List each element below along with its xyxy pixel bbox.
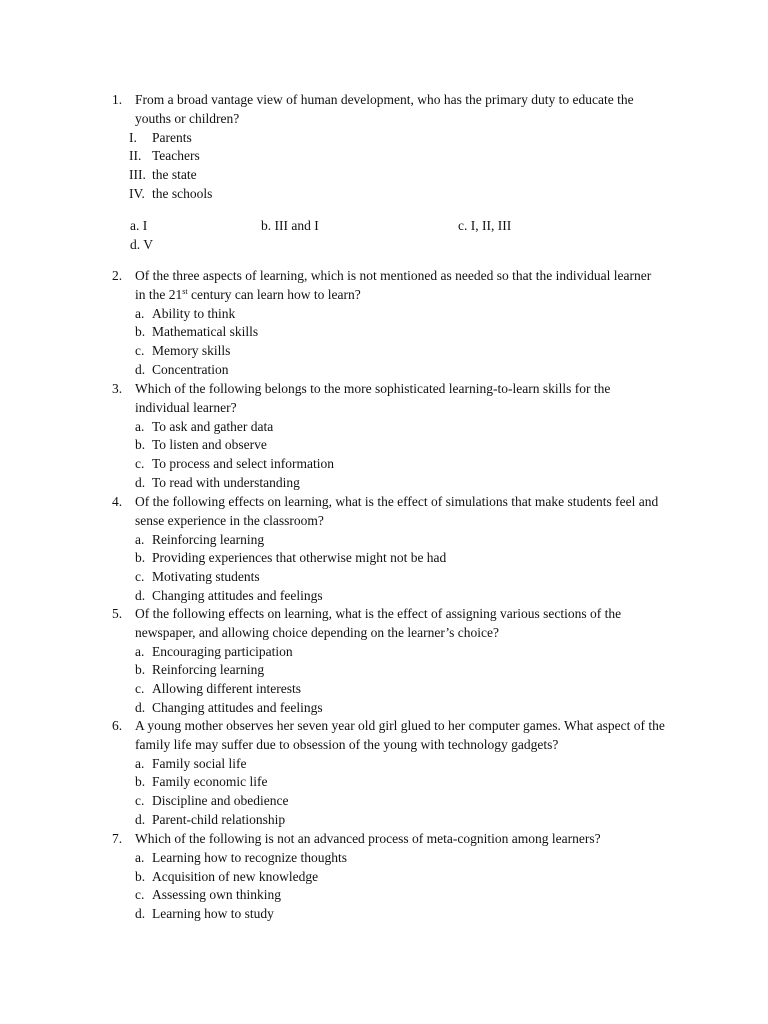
answer-option: [112, 868, 712, 887]
question-5: [112, 605, 712, 718]
option-text: Reinforcing learning: [152, 531, 265, 547]
answer-option: [112, 587, 712, 606]
question-number: 3.: [112, 381, 123, 396]
answer-option: [112, 323, 712, 342]
answer-option: [112, 361, 712, 380]
answer-option: [112, 886, 712, 905]
option-text: Ability to think: [152, 305, 236, 321]
option-text: Allowing different interests: [152, 681, 301, 697]
roman-numeral: IV.: [129, 185, 145, 201]
answer-option: [112, 792, 712, 811]
question-text: Of the following effects on learning, what is the effect of assigning various sections of the: [135, 606, 622, 621]
answer-option: [112, 531, 712, 550]
option-text: To read with understanding: [152, 474, 300, 490]
option-letter: c.: [135, 793, 145, 809]
option-text: Acquisition of new knowledge: [152, 868, 319, 884]
answer-choice-d: d. V: [130, 236, 154, 252]
question-text: [135, 286, 361, 305]
option-letter: d.: [135, 474, 146, 490]
option-text: To process and select information: [152, 456, 334, 472]
option-text: Changing attitudes and feelings: [152, 699, 323, 715]
question-text: From a broad vantage view of human development, who has the primary duty to educate the: [135, 92, 634, 107]
option-text: Motivating students: [152, 569, 260, 585]
answer-choice-b: b. III and I: [261, 218, 319, 233]
question-number: 7.: [112, 831, 123, 846]
question-3: [112, 380, 712, 493]
question-text: Of the three aspects of learning, which is not mentioned as needed so that the individual learner: [135, 268, 652, 283]
answer-option: [112, 474, 712, 493]
option-letter: b.: [135, 324, 146, 340]
option-letter: d.: [135, 587, 146, 603]
option-text: To listen and observe: [152, 437, 267, 453]
question-6: [112, 717, 712, 830]
roman-item: [112, 129, 712, 148]
answer-option: [112, 680, 712, 699]
question-text: Which of the following belongs to the more sophisticated learning-to-learn skills for the: [135, 381, 611, 396]
option-text: Reinforcing learning: [152, 662, 265, 678]
question-number: 1.: [112, 92, 123, 107]
option-text: Family social life: [152, 755, 247, 771]
option-letter: d.: [135, 906, 146, 922]
roman-item-text: Teachers: [152, 148, 200, 164]
answer-choice-a: a. I: [130, 218, 148, 233]
question-text: sense experience in the classroom?: [135, 512, 324, 528]
option-letter: b.: [135, 868, 146, 884]
roman-numeral: III.: [129, 167, 146, 183]
option-text: Memory skills: [152, 343, 231, 359]
answer-option: [112, 568, 712, 587]
answer-choice-c: c. I, II, III: [458, 218, 512, 233]
roman-item-text: the schools: [152, 185, 213, 201]
option-text: Learning how to recognize thoughts: [152, 849, 347, 865]
option-letter: a.: [135, 643, 145, 659]
question-2: [112, 267, 712, 380]
roman-item: [112, 185, 712, 204]
option-letter: d.: [135, 811, 146, 827]
question-number: 4.: [112, 494, 123, 509]
option-letter: a.: [135, 755, 145, 771]
question-number: 5.: [112, 606, 123, 621]
answer-option: [112, 342, 712, 361]
question-text: youths or children?: [135, 110, 240, 126]
option-letter: b.: [135, 437, 146, 453]
answer-option: [112, 905, 712, 924]
answer-option: [112, 811, 712, 830]
question-text: family life may suffer due to obsession of the young with technology gadgets?: [135, 736, 559, 752]
question-1: [112, 91, 712, 204]
question-text-part: in the 21: [135, 286, 183, 302]
question-text-part: century can learn how to learn?: [187, 286, 361, 302]
option-letter: b.: [135, 662, 146, 678]
roman-item: [112, 166, 712, 185]
question-number: 2.: [112, 268, 123, 283]
option-text: Discipline and obedience: [152, 793, 289, 809]
option-letter: c.: [135, 681, 145, 697]
option-letter: a.: [135, 305, 145, 321]
answer-option: [112, 849, 712, 868]
option-text: Family economic life: [152, 774, 268, 790]
question-number: 6.: [112, 718, 123, 733]
answer-option: [112, 436, 712, 455]
roman-numeral: II.: [129, 148, 142, 164]
option-text: Learning how to study: [152, 906, 274, 922]
answer-option: [112, 549, 712, 568]
answer-option: [112, 305, 712, 324]
option-letter: a.: [135, 418, 145, 434]
option-letter: a.: [135, 531, 145, 547]
superscript: st: [182, 286, 188, 296]
option-text: Concentration: [152, 361, 229, 377]
question-4: [112, 493, 712, 606]
option-text: To ask and gather data: [152, 418, 274, 434]
option-letter: d.: [135, 699, 146, 715]
option-letter: c.: [135, 887, 145, 903]
option-text: Parent-child relationship: [152, 811, 286, 827]
option-letter: c.: [135, 569, 145, 585]
answer-option: [112, 643, 712, 662]
option-text: Mathematical skills: [152, 324, 259, 340]
option-text: Providing experiences that otherwise might not be had: [152, 550, 447, 566]
option-text: Encouraging participation: [152, 643, 293, 659]
answer-option: [112, 455, 712, 474]
question-text: A young mother observes her seven year old girl glued to her computer games. What aspect of the: [135, 718, 665, 733]
roman-numeral: I.: [129, 129, 137, 145]
question-text: Of the following effects on learning, what is the effect of simulations that make students feel and: [135, 494, 659, 509]
roman-item-text: Parents: [152, 129, 192, 145]
answer-option: [112, 755, 712, 774]
question-text: newspaper, and allowing choice depending on the learner’s choice?: [135, 624, 499, 640]
option-letter: c.: [135, 456, 145, 472]
roman-item: [112, 147, 712, 166]
question-7: [112, 830, 712, 924]
option-text: Assessing own thinking: [152, 887, 282, 903]
answer-option: [112, 418, 712, 437]
option-letter: b.: [135, 774, 146, 790]
question-1-choices: [112, 217, 712, 255]
option-text: Changing attitudes and feelings: [152, 587, 323, 603]
option-letter: d.: [135, 361, 146, 377]
answer-option: [112, 773, 712, 792]
answer-option: [112, 661, 712, 680]
roman-item-text: the state: [152, 167, 197, 183]
option-letter: b.: [135, 550, 146, 566]
option-letter: c.: [135, 343, 145, 359]
question-text: Which of the following is not an advanced process of meta-cognition among learners?: [135, 831, 601, 846]
answer-option: [112, 699, 712, 718]
question-text: individual learner?: [135, 399, 237, 415]
option-letter: a.: [135, 849, 145, 865]
